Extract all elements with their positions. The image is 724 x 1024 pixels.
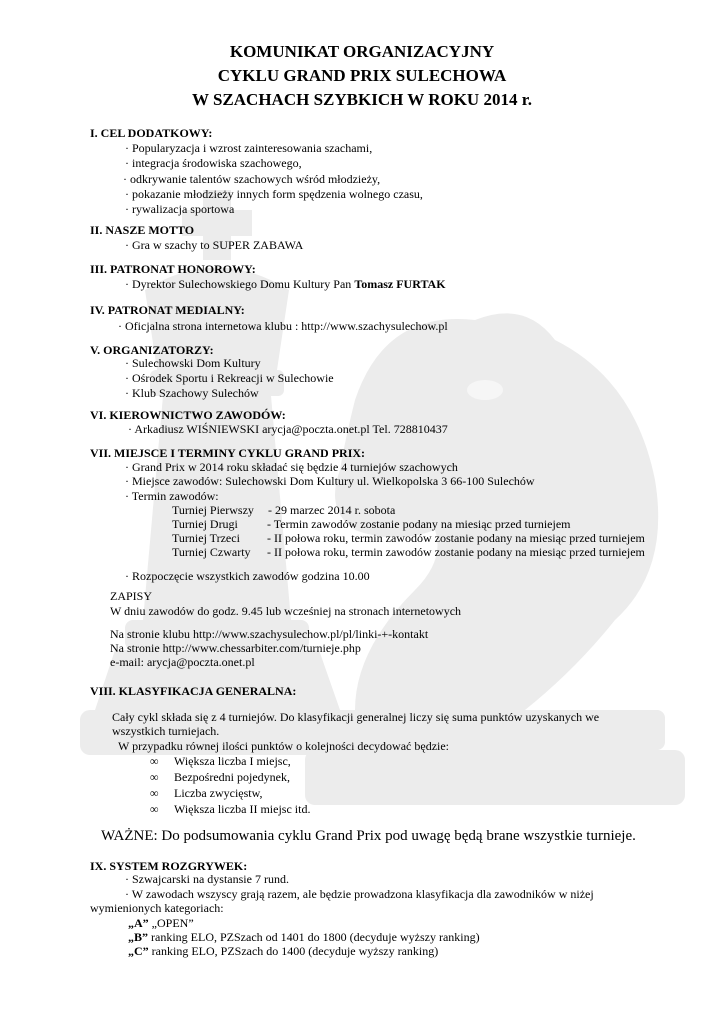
- tournament-name: Turniej Czwarty: [172, 545, 251, 559]
- s8-item: Liczba zwycięstw,: [174, 786, 263, 800]
- category-code: „B”: [128, 930, 149, 944]
- s8-item: Bezpośredni pojedynek,: [174, 770, 290, 784]
- tournament-date: - II połowa roku, termin zawodów zostanie podany na miesiąc przed turniejem: [267, 531, 645, 545]
- category-line: [128, 916, 194, 930]
- category-line: [128, 930, 480, 944]
- infinity-bullet-icon: ∞: [150, 786, 159, 800]
- s9-item: · Szwajcarski na dystansie 7 rund.: [125, 872, 289, 886]
- s5-item: · Klub Szachowy Sulechów: [125, 386, 259, 400]
- section-9-heading: IX. SYSTEM ROZGRYWEK:: [90, 859, 248, 873]
- section-7-heading: VII. MIEJSCE I TERMINY CYKLU GRAND PRIX:: [90, 446, 366, 460]
- s1-item: · odkrywanie talentów szachowych wśród młodzieży,: [123, 172, 381, 186]
- tournament-date: - Termin zawodów zostanie podany na miesiąc przed turniejem: [267, 517, 571, 531]
- s1-item: · rywalizacja sportowa: [125, 202, 235, 216]
- doc-title-line2: CYKLU GRAND PRIX SULECHOWA: [217, 66, 507, 85]
- section-6-heading: VI. KIEROWNICTWO ZAWODÓW:: [90, 408, 286, 422]
- s7-item: · Termin zawodów:: [125, 489, 219, 503]
- s1-item: · Popularyzacja i wzrost zainteresowania szachami,: [125, 141, 373, 155]
- category-desc: „OPEN”: [148, 916, 194, 930]
- doc-title-line3: W SZACHACH SZYBKICH W ROKU 2014 r.: [192, 90, 532, 109]
- zapisy-text: W dniu zawodów do godz. 9.45 lub wcześniej na stronach internetowych: [110, 604, 462, 618]
- section-3-heading: III. PATRONAT HONOROWY:: [90, 262, 256, 276]
- category-desc: ranking ELO, PZSzach od 1401 do 1800 (decyduje wyższy ranking): [148, 930, 480, 944]
- s3-item: [125, 277, 446, 291]
- s4-item: · Oficjalna strona internetowa klubu : http://www.szachysulechow.pl: [118, 319, 448, 333]
- infinity-bullet-icon: ∞: [150, 754, 159, 768]
- s7-item: · Grand Prix w 2014 roku składać się będzie 4 turniejów szachowych: [125, 460, 458, 474]
- important-note: WAŻNE: Do podsumowania cyklu Grand Prix pod uwagę będą brane wszystkie turnieje.: [101, 828, 636, 844]
- s1-item: · integracja środowiska szachowego,: [125, 156, 302, 170]
- zapisy-label: ZAPISY: [110, 589, 153, 603]
- s9-item: wymienionych kategoriach:: [90, 901, 224, 915]
- s3-name: Tomasz FURTAK: [354, 277, 446, 291]
- tournament-name: Turniej Pierwszy: [172, 503, 254, 517]
- section-1-heading: I. CEL DODATKOWY:: [90, 126, 213, 140]
- section-2-heading: II. NASZE MOTTO: [90, 223, 195, 237]
- tournament-date: - II połowa roku, termin zawodów zostanie podany na miesiąc przed turniejem: [267, 545, 645, 559]
- section-8-heading: VIII. KLASYFIKACJA GENERALNA:: [90, 684, 297, 698]
- s7-item: · Miejsce zawodów: Sulechowski Dom Kultury ul. Wielkopolska 3 66-100 Sulechów: [125, 474, 535, 488]
- link-line: Na stronie klubu http://www.szachysulechow.pl/pl/linki-+-kontakt: [110, 627, 429, 641]
- s9-item: · W zawodach wszyscy grają razem, ale będzie prowadzona klasyfikacja dla zawodników w niżej: [125, 887, 594, 901]
- section-5-heading: V. ORGANIZATORZY:: [90, 343, 214, 357]
- s8-item: Większa liczba II miejsc itd.: [174, 802, 311, 816]
- tournament-name: Turniej Drugi: [172, 517, 238, 531]
- tournament-name: Turniej Trzeci: [172, 531, 240, 545]
- s6-item: · Arkadiusz WIŚNIEWSKI arycja@poczta.onet.pl Tel. 728810437: [128, 422, 448, 436]
- s8-paragraph: W przypadku równej ilości punktów o kolejności decydować będzie:: [118, 739, 450, 753]
- s8-item: Większa liczba I miejsc,: [174, 754, 291, 768]
- infinity-bullet-icon: ∞: [150, 770, 159, 784]
- section-4-heading: IV. PATRONAT MEDIALNY:: [90, 303, 245, 317]
- start-time-text: · Rozpoczęcie wszystkich zawodów godzina 10.00: [125, 569, 370, 583]
- s8-paragraph: Cały cykl składa się z 4 turniejów. Do klasyfikacji generalnej liczy się suma punktów uzyskanych we: [112, 710, 600, 724]
- s8-paragraph: wszystkich turniejach.: [112, 724, 220, 738]
- link-line: e-mail: arycja@poczta.onet.pl: [110, 655, 255, 669]
- s2-item: · Gra w szachy to SUPER ZABAWA: [125, 238, 304, 252]
- s5-item: · Sulechowski Dom Kultury: [125, 356, 261, 370]
- category-code: „C”: [128, 944, 149, 958]
- s5-item: · Ośrodek Sportu i Rekreacji w Sulechowie: [125, 371, 334, 385]
- link-line: Na stronie http://www.chessarbiter.com/turnieje.php: [110, 641, 361, 655]
- category-code: „A”: [128, 916, 149, 930]
- s3-text: · Dyrektor Sulechowskiego Domu Kultury Pan: [125, 277, 355, 291]
- tournament-date: - 29 marzec 2014 r. sobota: [268, 503, 396, 517]
- s1-item: · pokazanie młodzieży innych form spędzenia wolnego czasu,: [125, 187, 423, 201]
- doc-title-line1: KOMUNIKAT ORGANIZACYJNY: [229, 42, 495, 61]
- category-line: [128, 944, 438, 958]
- infinity-bullet-icon: ∞: [150, 802, 159, 816]
- category-desc: ranking ELO, PZSzach do 1400 (decyduje wyższy ranking): [148, 944, 439, 958]
